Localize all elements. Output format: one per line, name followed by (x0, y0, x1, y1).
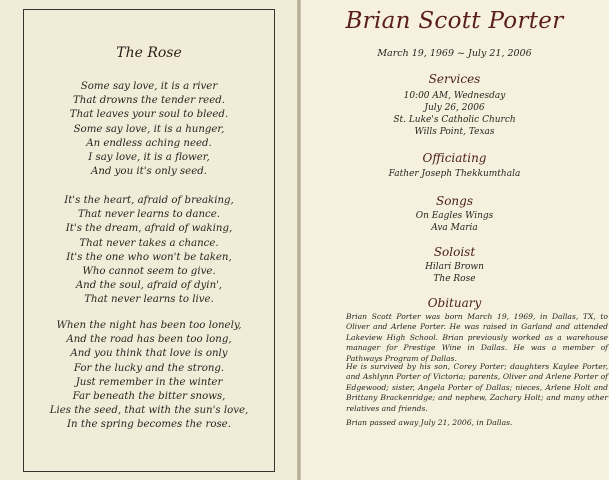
poem-line: That never learns to dance. (77, 209, 221, 221)
officiating-heading: Officiating (422, 151, 487, 165)
obituary-paragraph: Brian passed away July 21, 2006, in Dallas. (346, 418, 513, 427)
poem-line: Lies the seed, that with the sun's love, (49, 405, 249, 417)
stanza-2 (0, 194, 298, 308)
service-time: 10:00 AM, Wednesday (403, 91, 506, 101)
obituary-paragraph: He is survived by his son, Corey Porter; daughters Kaylee Porter, and Ashlynn Porter of Victoria; parents, Oliver and Arlene Porter of Edgewood; sister, Angela Porter of Dallas; nieces, Arlene Holt and Brittany Brackenridge; and nephew, Zachary Holt; and many other relatives and friends. (346, 362, 608, 413)
poem-line: And you it's only seed. (91, 166, 207, 178)
song-title: On Eagles Wings (415, 211, 494, 221)
poem-line: It's the heart, afraid of breaking, (64, 195, 234, 206)
poem-line: And the road has been too long, (66, 334, 232, 346)
poem-line: Some say love, it is a hunger, (73, 123, 225, 135)
service-date: July 26, 2006 (424, 103, 485, 113)
poem-line: For the lucky and the strong. (73, 362, 225, 374)
soloist-name: Hilari Brown (425, 262, 484, 272)
officiant-name: Father Joseph Thekkumthala (388, 169, 521, 179)
deceased-name: Brian Scott Porter (345, 8, 564, 34)
officiating-details (300, 168, 609, 180)
stanza-3 (0, 319, 298, 433)
soloist-details (300, 261, 609, 285)
poem-line: That drowns the tender reed. (73, 95, 225, 107)
obituary-paragraph: Brian Scott Porter was born March 19, 1969, in Dallas, TX, to Oliver and Arlene Porter. He was raised in Garland and attended Lakeview High School. Brian previously worked as a warehouse manager for Prestige Wine in Dallas. He was a member of Pathways Program of Dallas. (346, 312, 608, 363)
songs-heading: Songs (435, 194, 473, 208)
poem-line: That leaves your soul to bleed. (69, 109, 229, 121)
poem-line: Just remember in the winter (75, 376, 223, 388)
life-dates: March 19, 1969 ~ July 21, 2006 (377, 48, 532, 59)
poem-line: Far beneath the bitter snows, (72, 391, 226, 403)
song-title: Ava Maria (431, 223, 478, 233)
poem-line: That never takes a chance. (79, 237, 219, 249)
songs-list (300, 210, 609, 234)
obituary-heading: Obituary (427, 296, 482, 310)
poem-line: It's the dream, afraid of waking, (65, 223, 233, 235)
poem-line: I say love, it is a flower, (88, 152, 210, 164)
poem-title: The Rose (116, 45, 182, 61)
services-heading: Services (428, 72, 481, 86)
service-location: Wills Point, Texas (414, 127, 495, 137)
services-details (300, 90, 609, 138)
stanza-1 (0, 80, 298, 179)
poem-line: That never learns to live. (84, 294, 214, 306)
poem-line: Who cannot seem to give. (82, 266, 216, 278)
poem-line: When the night has been too lonely, (56, 320, 242, 331)
poem-line: And you think that love is only (70, 348, 228, 360)
poem-line: An endless aching need. (86, 137, 212, 149)
service-church: St. Luke's Catholic Church (393, 115, 516, 125)
poem-line: In the spring becomes the rose. (67, 419, 231, 431)
poem-line: It's the one who won't be taken, (66, 251, 232, 263)
poem-line: Some say love, it is a river (80, 81, 218, 92)
soloist-heading: Soloist (433, 245, 476, 259)
soloist-song: The Rose (433, 274, 476, 284)
poem-line: And the soul, afraid of dyin', (75, 280, 223, 292)
